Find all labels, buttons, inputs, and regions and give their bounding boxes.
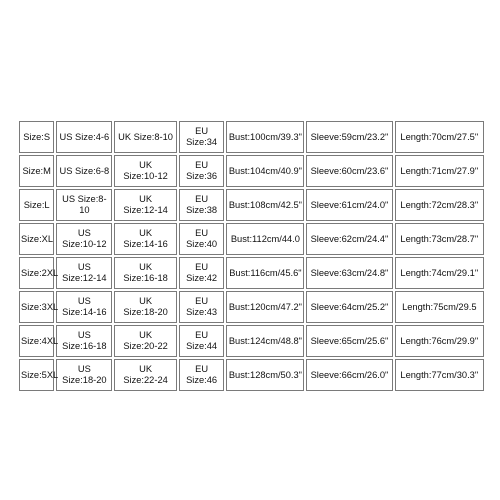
us-size-cell: US Size:18-20 — [56, 359, 112, 391]
size-cell: Size:5XL — [19, 359, 54, 391]
us-size-cell: US Size:16-18 — [56, 325, 112, 357]
eu-size-cell: EU Size:40 — [179, 223, 225, 255]
sleeve-cell: Sleeve:66cm/26.0" — [306, 359, 392, 391]
eu-size-cell: EU Size:43 — [179, 291, 225, 323]
table-row — [19, 189, 484, 221]
bust-cell: Bust:124cm/48.8" — [226, 325, 304, 357]
sleeve-cell: Sleeve:61cm/24.0" — [306, 189, 392, 221]
eu-size-cell: EU Size:38 — [179, 189, 225, 221]
bust-cell: Bust:112cm/44.0 — [226, 223, 304, 255]
bust-cell: Bust:120cm/47.2" — [226, 291, 304, 323]
table-row — [19, 223, 484, 255]
uk-size-cell: UK Size:8-10 — [114, 121, 176, 153]
sleeve-cell: Sleeve:65cm/25.6" — [306, 325, 392, 357]
uk-size-cell: UK Size:12-14 — [114, 189, 176, 221]
us-size-cell: US Size:10-12 — [56, 223, 112, 255]
uk-size-cell: UK Size:14-16 — [114, 223, 176, 255]
eu-size-cell: EU Size:36 — [179, 155, 225, 187]
size-cell: Size:S — [19, 121, 54, 153]
table-row — [19, 325, 484, 357]
sleeve-cell: Sleeve:63cm/24.8" — [306, 257, 392, 289]
us-size-cell: US Size:4-6 — [56, 121, 112, 153]
uk-size-cell: UK Size:22-24 — [114, 359, 176, 391]
table-row — [19, 155, 484, 187]
length-cell: Length:70cm/27.5" — [395, 121, 484, 153]
size-cell: Size:XL — [19, 223, 54, 255]
length-cell: Length:72cm/28.3" — [395, 189, 484, 221]
us-size-cell: US Size:12-14 — [56, 257, 112, 289]
size-cell: Size:4XL — [19, 325, 54, 357]
table-row — [19, 121, 484, 153]
sleeve-cell: Sleeve:59cm/23.2" — [306, 121, 392, 153]
eu-size-cell: EU Size:42 — [179, 257, 225, 289]
uk-size-cell: UK Size:18-20 — [114, 291, 176, 323]
sleeve-cell: Sleeve:60cm/23.6" — [306, 155, 392, 187]
us-size-cell: US Size:6-8 — [56, 155, 112, 187]
bust-cell: Bust:104cm/40.9" — [226, 155, 304, 187]
us-size-cell: US Size:8-10 — [56, 189, 112, 221]
length-cell: Length:75cm/29.5 — [395, 291, 484, 323]
length-cell: Length:71cm/27.9" — [395, 155, 484, 187]
length-cell: Length:73cm/28.7" — [395, 223, 484, 255]
bust-cell: Bust:100cm/39.3" — [226, 121, 304, 153]
uk-size-cell: UK Size:20-22 — [114, 325, 176, 357]
sleeve-cell: Sleeve:62cm/24.4" — [306, 223, 392, 255]
size-cell: Size:2XL — [19, 257, 54, 289]
us-size-cell: US Size:14-16 — [56, 291, 112, 323]
size-cell: Size:L — [19, 189, 54, 221]
size-chart-table — [17, 119, 486, 393]
uk-size-cell: UK Size:16-18 — [114, 257, 176, 289]
size-cell: Size:3XL — [19, 291, 54, 323]
sleeve-cell: Sleeve:64cm/25.2" — [306, 291, 392, 323]
eu-size-cell: EU Size:34 — [179, 121, 225, 153]
eu-size-cell: EU Size:44 — [179, 325, 225, 357]
table-row — [19, 359, 484, 391]
bust-cell: Bust:128cm/50.3" — [226, 359, 304, 391]
size-cell: Size:M — [19, 155, 54, 187]
table-row — [19, 257, 484, 289]
bust-cell: Bust:108cm/42.5" — [226, 189, 304, 221]
length-cell: Length:76cm/29.9" — [395, 325, 484, 357]
uk-size-cell: UK Size:10-12 — [114, 155, 176, 187]
table-row — [19, 291, 484, 323]
size-chart-body — [19, 121, 484, 391]
bust-cell: Bust:116cm/45.6" — [226, 257, 304, 289]
length-cell: Length:74cm/29.1" — [395, 257, 484, 289]
length-cell: Length:77cm/30.3" — [395, 359, 484, 391]
eu-size-cell: EU Size:46 — [179, 359, 225, 391]
